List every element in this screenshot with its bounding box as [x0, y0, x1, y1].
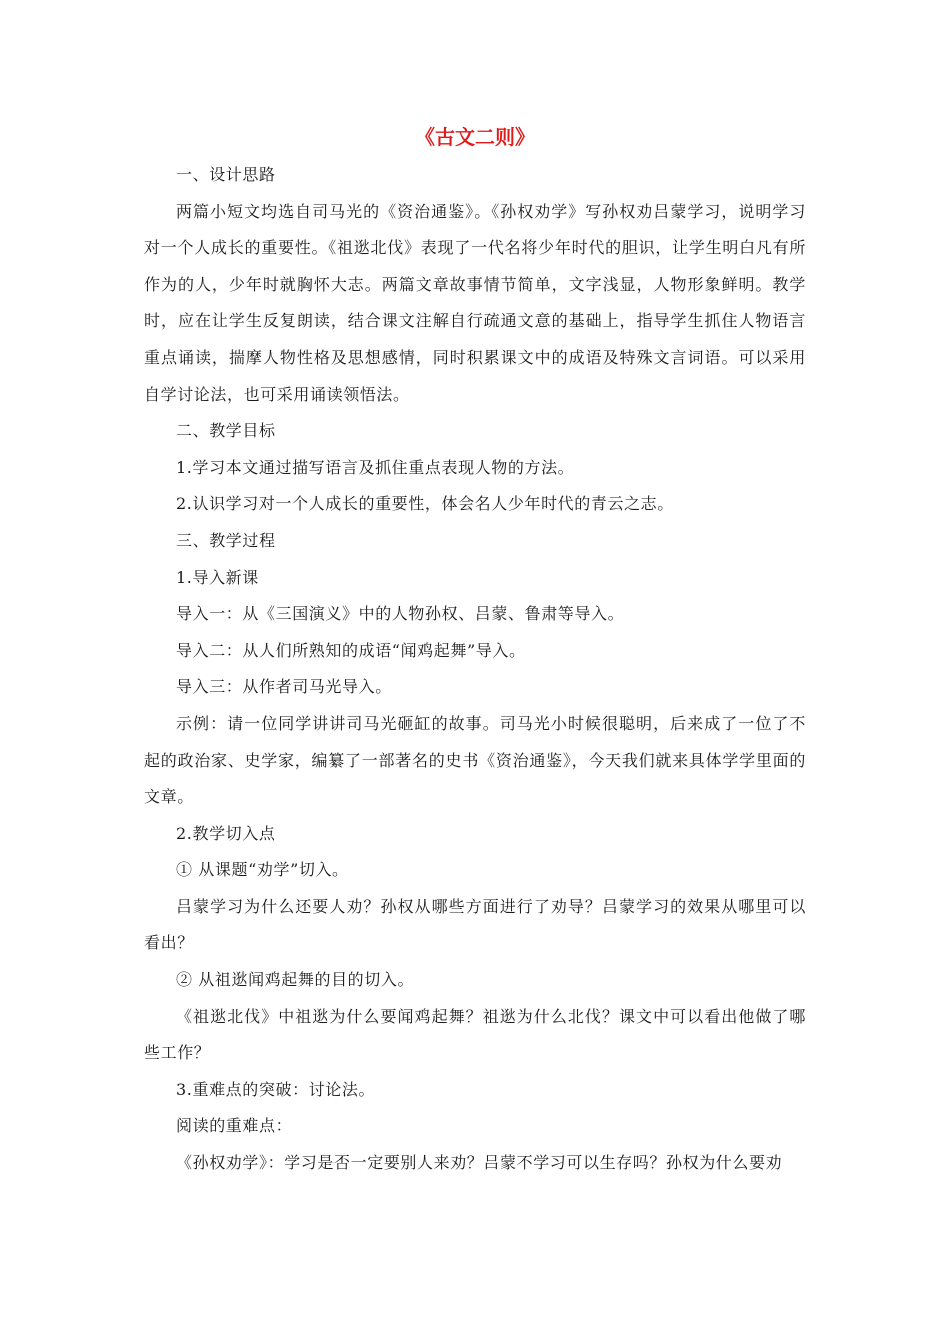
- entry-point-1: ① 从课题“劝学”切入。: [176, 860, 349, 880]
- goal-item-2: 2.认识学习对一个人成长的重要性，体会名人少年时代的青云之志。: [176, 494, 674, 514]
- entry-point-2: ② 从祖逖闻鸡起舞的目的切入。: [176, 970, 415, 990]
- heading-teaching-process: 三、教学过程: [176, 530, 276, 550]
- paragraph-design-idea: 两篇小短文均选自司马光的《资治通鉴》。《孙权劝学》写孙权劝吕蒙学习，说明学习对一个人成长的重要性。《祖逖北伐》表现了一代名将少年时代的胆识，让学生明白凡有所作为的人，少年时就胸怀大志。两篇文章故事情节简单，文字浅显，人物形象鲜明。教学时，应在让学生反复朗读，结合课文注解自行疏通文意的基础上，指导学生抓住人物语言重点诵读，揣摩人物性格及思想感情，同时积累课文中的成语及特殊文言词语。可以采用自学讨论法，也可采用诵读领悟法。: [144, 201, 806, 404]
- heading-design-idea: 一、设计思路: [176, 165, 276, 184]
- entry-point-1-questions: 吕蒙学习为什么还要人劝？孙权从哪些方面进行了劝导？吕蒙学习的效果从哪里可以看出？: [144, 896, 806, 953]
- subheading-intro: 1.导入新课: [176, 567, 259, 587]
- document-body: [144, 157, 806, 1182]
- reading-key-points-label: 阅读的重难点：: [176, 1116, 293, 1136]
- intro-option-1: 导入一：从《三国演义》中的人物孙权、吕蒙、鲁肃等导入。: [176, 604, 625, 624]
- example-paragraph: 示例：请一位同学讲讲司马光砸缸的故事。司马光小时候很聪明，后来成了一位了不起的政治家、史学家，编纂了一部著名的史书《资治通鉴》，今天我们就来具体学学里面的文章。: [144, 713, 806, 807]
- intro-option-3: 导入三：从作者司马光导入。: [176, 677, 392, 697]
- heading-teaching-goals: 二、教学目标: [176, 421, 276, 441]
- document-title: 《古文二则》: [415, 125, 535, 149]
- subheading-entry-point: 2.教学切入点: [176, 823, 276, 843]
- goal-item-1: 1.学习本文通过描写语言及抓住重点表现人物的方法。: [176, 457, 575, 477]
- entry-point-2-questions: 《祖逖北伐》中祖逖为什么要闻鸡起舞？祖逖为什么北伐？课文中可以看出他做了哪些工作？: [144, 1006, 806, 1063]
- reading-key-points-text: 《孙权劝学》：学习是否一定要别人来劝？吕蒙不学习可以生存吗？孙权为什么要劝: [176, 1153, 783, 1173]
- subheading-key-points: 3.重难点的突破：讨论法。: [176, 1079, 376, 1099]
- intro-option-2: 导入二：从人们所熟知的成语“闻鸡起舞”导入。: [176, 640, 526, 660]
